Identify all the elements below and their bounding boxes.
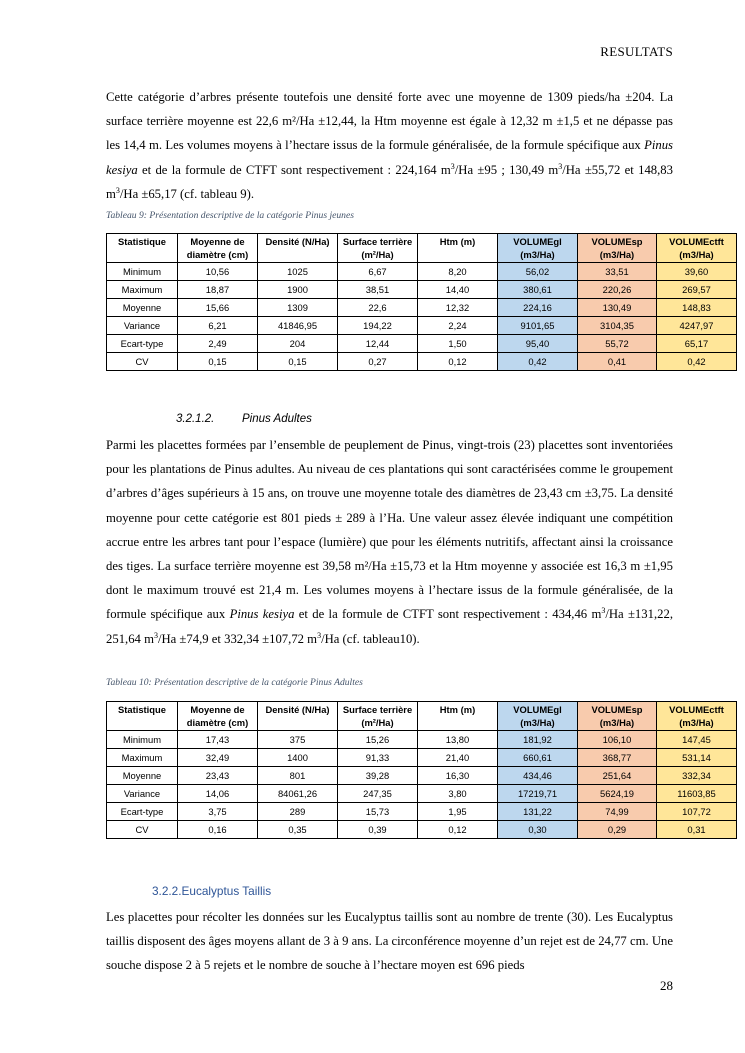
cell-dens: 801 xyxy=(258,767,338,785)
cell-htm: 14,40 xyxy=(418,281,498,299)
paragraph-pinus-adultes: Parmi les placettes formées par l’ensemble de peuplement de Pinus, vingt-trois (23) placettes sont inventoriées pour les plantations de Pinus adultes. Au niveau de ces plantations qui sont caractérisées comme le groupement d’arbres d’âges supérieurs à 15 ans, on trouve une moyenne totale des diamètres de 23,43 cm ±3,75. La densité moyenne pour cette catégorie est 801 pieds ± 289 à l’Ha. Une valeur assez élevée indiquant une compétition accrue entre les arbres tant pour l’espace (lumière) que pour les éléments nutritifs, affectant ainsi la croissance des tiges. La surface terrière moyenne est 39,58 m²/Ha ±15,73 et la Htm moyenne y associée est 16,3 m ±1,95 dont le maximum trouvé est 21,4 m. Les volumes moyens à l’hectare issus de la formule généralisée, de la formule spécifique aux Pinus kesiya et de la formule de CTFT sont respectivement : 434,46 $m^3/Ha \pm 131,22$, 251,64 $m^3/Ha \pm 74,9$ et 332,34 ±107,72 $m^3/Ha$ (cf. tableau10). xyxy=(106,438,673,646)
cell-ctft: 531,14 xyxy=(657,749,737,767)
table-row xyxy=(107,299,737,317)
cell-gl: 660,61 xyxy=(498,749,578,767)
cell-ctft: 148,83 xyxy=(657,299,737,317)
cell-diam: 0,15 xyxy=(178,353,258,371)
cell-ctft: 65,17 xyxy=(657,335,737,353)
cell-gl: 0,30 xyxy=(498,821,578,839)
cell-sp: 130,49 xyxy=(578,299,657,317)
cell-htm: 8,20 xyxy=(418,263,498,281)
running-header: RESULTATS xyxy=(600,44,673,59)
cell-sp: 3104,35 xyxy=(578,317,657,335)
cell-sp: 5624,19 xyxy=(578,785,657,803)
col-densite: Densité (N/Ha) xyxy=(258,702,338,731)
cell-ctft: 147,45 xyxy=(657,731,737,749)
page-number: 28 xyxy=(660,978,673,993)
paragraph-pinus-jeunes: Cette catégorie d’arbres présente toutefois une densité forte avec une moyenne de 1309 pieds/ha ±204. La surface terrière moyenne est 22,6 m²/Ha ±12,44, la Htm moyenne est égale à 12,32 m ±1,5 et ne dépasse pas les 14,4 m. Les volumes moyens à l’hectare issus de la formule généralisée, de la formule spécifique aux Pinus kesiya et de la formule de CTFT sont respectivement : 224,164 $m^3/Ha \pm 95$ ; 130,49 $m^3/Ha \pm 55,72$ et 148,83 $m^3/Ha \pm 65,17$ (cf. tableau 9). xyxy=(106,90,673,201)
cell-sp: 220,26 xyxy=(578,281,657,299)
table-row xyxy=(107,767,737,785)
cell-htm: 0,12 xyxy=(418,353,498,371)
table-row xyxy=(107,821,737,839)
cell-htm: 3,80 xyxy=(418,785,498,803)
cell-surf: 0,39 xyxy=(338,821,418,839)
cell-ctft: 39,60 xyxy=(657,263,737,281)
cell-sp: 251,64 xyxy=(578,767,657,785)
col-densite: Densité (N/Ha) xyxy=(258,234,338,263)
cell-htm: 1,50 xyxy=(418,335,498,353)
cell-htm: 1,95 xyxy=(418,803,498,821)
cell-diam: 14,06 xyxy=(178,785,258,803)
cell-gl: 434,46 xyxy=(498,767,578,785)
cell-stat: Moyenne xyxy=(107,299,178,317)
table-row xyxy=(107,317,737,335)
cell-dens: 0,15 xyxy=(258,353,338,371)
cell-sp: 55,72 xyxy=(578,335,657,353)
cell-gl: 56,02 xyxy=(498,263,578,281)
cell-surf: 15,26 xyxy=(338,731,418,749)
col-volume-sp: VOLUMEsp (m3/Ha) xyxy=(578,234,657,263)
cell-stat: Minimum xyxy=(107,731,178,749)
cell-diam: 2,49 xyxy=(178,335,258,353)
cell-surf: 38,51 xyxy=(338,281,418,299)
cell-dens: 375 xyxy=(258,731,338,749)
cell-stat: Maximum xyxy=(107,281,178,299)
cell-surf: 247,35 xyxy=(338,785,418,803)
col-volume-sp: VOLUMEsp (m3/Ha) xyxy=(578,702,657,731)
table-row xyxy=(107,263,737,281)
cell-surf: 0,27 xyxy=(338,353,418,371)
cell-stat: Variance xyxy=(107,317,178,335)
table-row xyxy=(107,803,737,821)
cell-htm: 13,80 xyxy=(418,731,498,749)
cell-ctft: 0,42 xyxy=(657,353,737,371)
cell-htm: 12,32 xyxy=(418,299,498,317)
cell-dens: 0,35 xyxy=(258,821,338,839)
table-header-row xyxy=(107,702,737,731)
table-row xyxy=(107,335,737,353)
cell-surf: 15,73 xyxy=(338,803,418,821)
cell-diam: 6,21 xyxy=(178,317,258,335)
col-volume-ctft: VOLUMEctft (m3/Ha) xyxy=(657,234,737,263)
table9-caption: Tableau 9: Présentation descriptive de la catégorie Pinus jeunes xyxy=(106,210,354,221)
cell-stat: Moyenne xyxy=(107,767,178,785)
table-row xyxy=(107,749,737,767)
cell-dens: 1025 xyxy=(258,263,338,281)
cell-sp: 106,10 xyxy=(578,731,657,749)
cell-diam: 15,66 xyxy=(178,299,258,317)
table-row xyxy=(107,785,737,803)
cell-gl: 95,40 xyxy=(498,335,578,353)
cell-surf: 22,6 xyxy=(338,299,418,317)
table-pinus-jeunes xyxy=(106,233,737,371)
cell-dens: 1309 xyxy=(258,299,338,317)
cell-surf: 39,28 xyxy=(338,767,418,785)
cell-stat: CV xyxy=(107,353,178,371)
cell-stat: Maximum xyxy=(107,749,178,767)
cell-dens: 204 xyxy=(258,335,338,353)
cell-sp: 0,29 xyxy=(578,821,657,839)
cell-diam: 10,56 xyxy=(178,263,258,281)
cell-gl: 17219,71 xyxy=(498,785,578,803)
cell-dens: 84061,26 xyxy=(258,785,338,803)
cell-htm: 21,40 xyxy=(418,749,498,767)
cell-ctft: 4247,97 xyxy=(657,317,737,335)
cell-diam: 0,16 xyxy=(178,821,258,839)
cell-surf: 12,44 xyxy=(338,335,418,353)
col-surface-terriere: Surface terrière (m²/Ha) xyxy=(338,702,418,731)
cell-diam: 23,43 xyxy=(178,767,258,785)
cell-ctft: 0,31 xyxy=(657,821,737,839)
cell-surf: 91,33 xyxy=(338,749,418,767)
cell-ctft: 11603,85 xyxy=(657,785,737,803)
cell-stat: Ecart-type xyxy=(107,803,178,821)
cell-diam: 17,43 xyxy=(178,731,258,749)
col-volume-gl: VOLUMEgl (m3/Ha) xyxy=(498,234,578,263)
table-row xyxy=(107,353,737,371)
cell-ctft: 107,72 xyxy=(657,803,737,821)
cell-diam: 18,87 xyxy=(178,281,258,299)
cell-sp: 0,41 xyxy=(578,353,657,371)
paragraph-eucalyptus-taillis: Les placettes pour récolter les données sur les Eucalyptus taillis sont au nombre de trente (30). Les Eucalyptus taillis disposent des âges moyens allant de 3 à 9 ans. La circonférence moyenne d’un rejet est de 24,77 cm. Une souche dispose 2 à 5 rejets et le nombre de souche à l’hectare moyen est 696 pieds xyxy=(106,910,673,973)
cell-sp: 368,77 xyxy=(578,749,657,767)
col-moyenne-diametre: Moyenne de diamètre (cm) xyxy=(178,234,258,263)
col-surface-terriere: Surface terrière (m²/Ha) xyxy=(338,234,418,263)
col-volume-gl: VOLUMEgl (m3/Ha) xyxy=(498,702,578,731)
col-moyenne-diametre: Moyenne de diamètre (cm) xyxy=(178,702,258,731)
section-heading-pinus-adultes: 3.2.1.2. Pinus Adultes xyxy=(176,413,312,425)
cell-stat: Minimum xyxy=(107,263,178,281)
table10-caption: Tableau 10: Présentation descriptive de la catégorie Pinus Adultes xyxy=(106,677,363,688)
cell-htm: 16,30 xyxy=(418,767,498,785)
cell-dens: 41846,95 xyxy=(258,317,338,335)
cell-gl: 380,61 xyxy=(498,281,578,299)
table-pinus-adultes xyxy=(106,701,737,839)
cell-stat: Ecart-type xyxy=(107,335,178,353)
section-heading-eucalyptus-taillis: 3.2.2.Eucalyptus Taillis xyxy=(152,884,272,898)
cell-surf: 194,22 xyxy=(338,317,418,335)
cell-gl: 181,92 xyxy=(498,731,578,749)
cell-stat: CV xyxy=(107,821,178,839)
col-htm: Htm (m) xyxy=(418,234,498,263)
cell-gl: 9101,65 xyxy=(498,317,578,335)
cell-gl: 131,22 xyxy=(498,803,578,821)
col-volume-ctft: VOLUMEctft (m3/Ha) xyxy=(657,702,737,731)
table-row xyxy=(107,281,737,299)
table-row xyxy=(107,731,737,749)
cell-htm: 0,12 xyxy=(418,821,498,839)
cell-diam: 3,75 xyxy=(178,803,258,821)
table-header-row xyxy=(107,234,737,263)
cell-surf: 6,67 xyxy=(338,263,418,281)
cell-dens: 289 xyxy=(258,803,338,821)
cell-gl: 0,42 xyxy=(498,353,578,371)
col-statistique: Statistique xyxy=(107,702,178,731)
col-htm: Htm (m) xyxy=(418,702,498,731)
cell-dens: 1900 xyxy=(258,281,338,299)
cell-gl: 224,16 xyxy=(498,299,578,317)
cell-stat: Variance xyxy=(107,785,178,803)
cell-htm: 2,24 xyxy=(418,317,498,335)
cell-dens: 1400 xyxy=(258,749,338,767)
cell-diam: 32,49 xyxy=(178,749,258,767)
cell-ctft: 269,57 xyxy=(657,281,737,299)
cell-ctft: 332,34 xyxy=(657,767,737,785)
cell-sp: 33,51 xyxy=(578,263,657,281)
cell-sp: 74,99 xyxy=(578,803,657,821)
col-statistique: Statistique xyxy=(107,234,178,263)
